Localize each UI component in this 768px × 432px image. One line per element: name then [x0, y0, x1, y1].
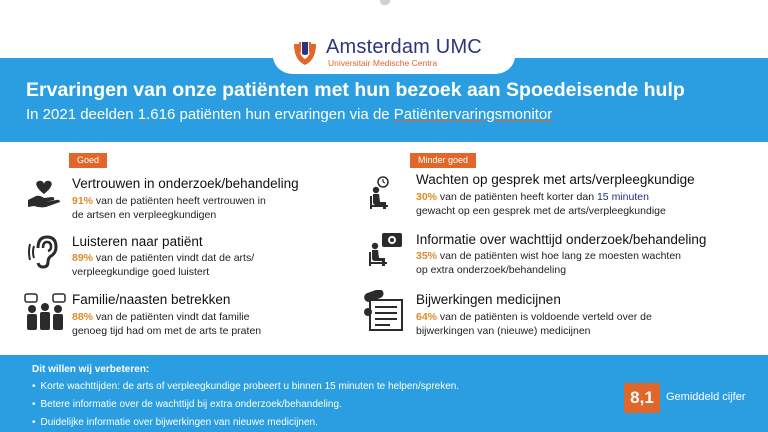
logo-name: Amsterdam UMC	[326, 36, 482, 58]
bad-item-1-title: Wachten op gesprek met arts/verpleegkundige	[416, 172, 695, 187]
heart-hand-icon	[26, 178, 62, 210]
page-subtitle	[26, 106, 552, 123]
improvement-bullet: • Duidelijke informatie over bijwerkingen van nieuwe medicijnen.	[32, 417, 318, 428]
bad-item-1-highlight: 15 minuten	[596, 191, 649, 203]
bad-item-1-desc-line1: van de patiënten heeft korter dan	[437, 191, 597, 203]
good-item-2-desc-line2: verpleegkundige goed luistert	[72, 266, 210, 278]
good-item-1-desc-line1: van de patiënten heeft vertrouwen in	[93, 195, 266, 207]
bad-item-2-desc-line2: op extra onderzoek/behandeling	[416, 264, 567, 276]
amsterdam-umc-logo-icon	[290, 38, 320, 68]
bad-item-2-pct: 35%	[416, 250, 438, 262]
page-title: Ervaringen van onze patiënten met hun bezoek aan Spoedeisende hulp	[26, 79, 685, 101]
waiting-info-icon	[366, 232, 404, 268]
good-item-3-desc-line2: genoeg tijd had om met de arts te praten	[72, 325, 262, 337]
good-item-2-pct: 89%	[72, 252, 94, 264]
good-item-3-pct: 88%	[72, 311, 94, 323]
good-item-2-desc	[72, 251, 254, 279]
improvements-title: Dit willen wij verbeteren:	[32, 364, 150, 375]
good-item-1-title: Vertrouwen in onderzoek/behandeling	[72, 176, 299, 191]
top-marker	[380, 0, 390, 5]
good-item-1-desc	[72, 194, 266, 222]
good-item-1-desc-line2: de artsen en verpleegkundigen	[72, 209, 217, 221]
improvement-bullet: • Betere informatie over de wachttijd bij extra onderzoek/behandeling.	[32, 399, 342, 410]
less-good-tag: Minder goed	[410, 153, 476, 168]
average-grade-label: Gemiddeld cijfer	[666, 391, 746, 403]
waiting-chair-icon	[366, 176, 398, 210]
logo-subtitle: Universitair Medische Centra	[328, 58, 438, 68]
medication-icon	[360, 290, 406, 332]
subtitle-text: In 2021 deelden 1.616 patiënten hun ervaringen via de	[26, 106, 394, 123]
bad-item-1-desc	[416, 190, 666, 218]
bad-item-3-desc-line1: van de patiënten is voldoende verteld over de	[437, 311, 652, 323]
bad-item-3-title: Bijwerkingen medicijnen	[416, 292, 561, 307]
bad-item-1-pct: 30%	[416, 191, 438, 203]
good-item-3-desc	[72, 310, 261, 338]
bad-item-2-desc-line1: van de patiënten wist hoe lang ze moesten wachten	[437, 250, 682, 262]
improvement-bullet: • Korte wachttijden: de arts of verpleegkundige probeert u binnen 15 minuten te helpen/spreken.	[32, 381, 459, 392]
bad-item-3-desc-line2: bijwerkingen van (nieuwe) medicijnen	[416, 325, 591, 337]
bad-item-2-desc	[416, 249, 681, 277]
monitor-link[interactable]: Patiëntervaringsmonitor	[393, 106, 553, 123]
bad-item-2-title: Informatie over wachttijd onderzoek/behandeling	[416, 232, 707, 247]
bad-item-1-desc-line2: gewacht op een gesprek met de arts/verpleegkundige	[416, 205, 666, 217]
bad-item-3-pct: 64%	[416, 311, 438, 323]
good-item-3-title: Familie/naasten betrekken	[72, 292, 231, 307]
bad-item-3-desc	[416, 310, 652, 338]
good-item-2-desc-line1: van de patiënten vindt dat de arts/	[93, 252, 255, 264]
good-item-3-desc-line1: van de patiënten vindt dat familie	[93, 311, 250, 323]
good-tag: Goed	[69, 153, 107, 168]
ear-icon	[28, 234, 60, 270]
family-icon	[24, 293, 66, 333]
good-item-1-pct: 91%	[72, 195, 94, 207]
good-item-2-title: Luisteren naar patiënt	[72, 234, 203, 249]
average-grade-value: 8,1	[624, 383, 660, 413]
